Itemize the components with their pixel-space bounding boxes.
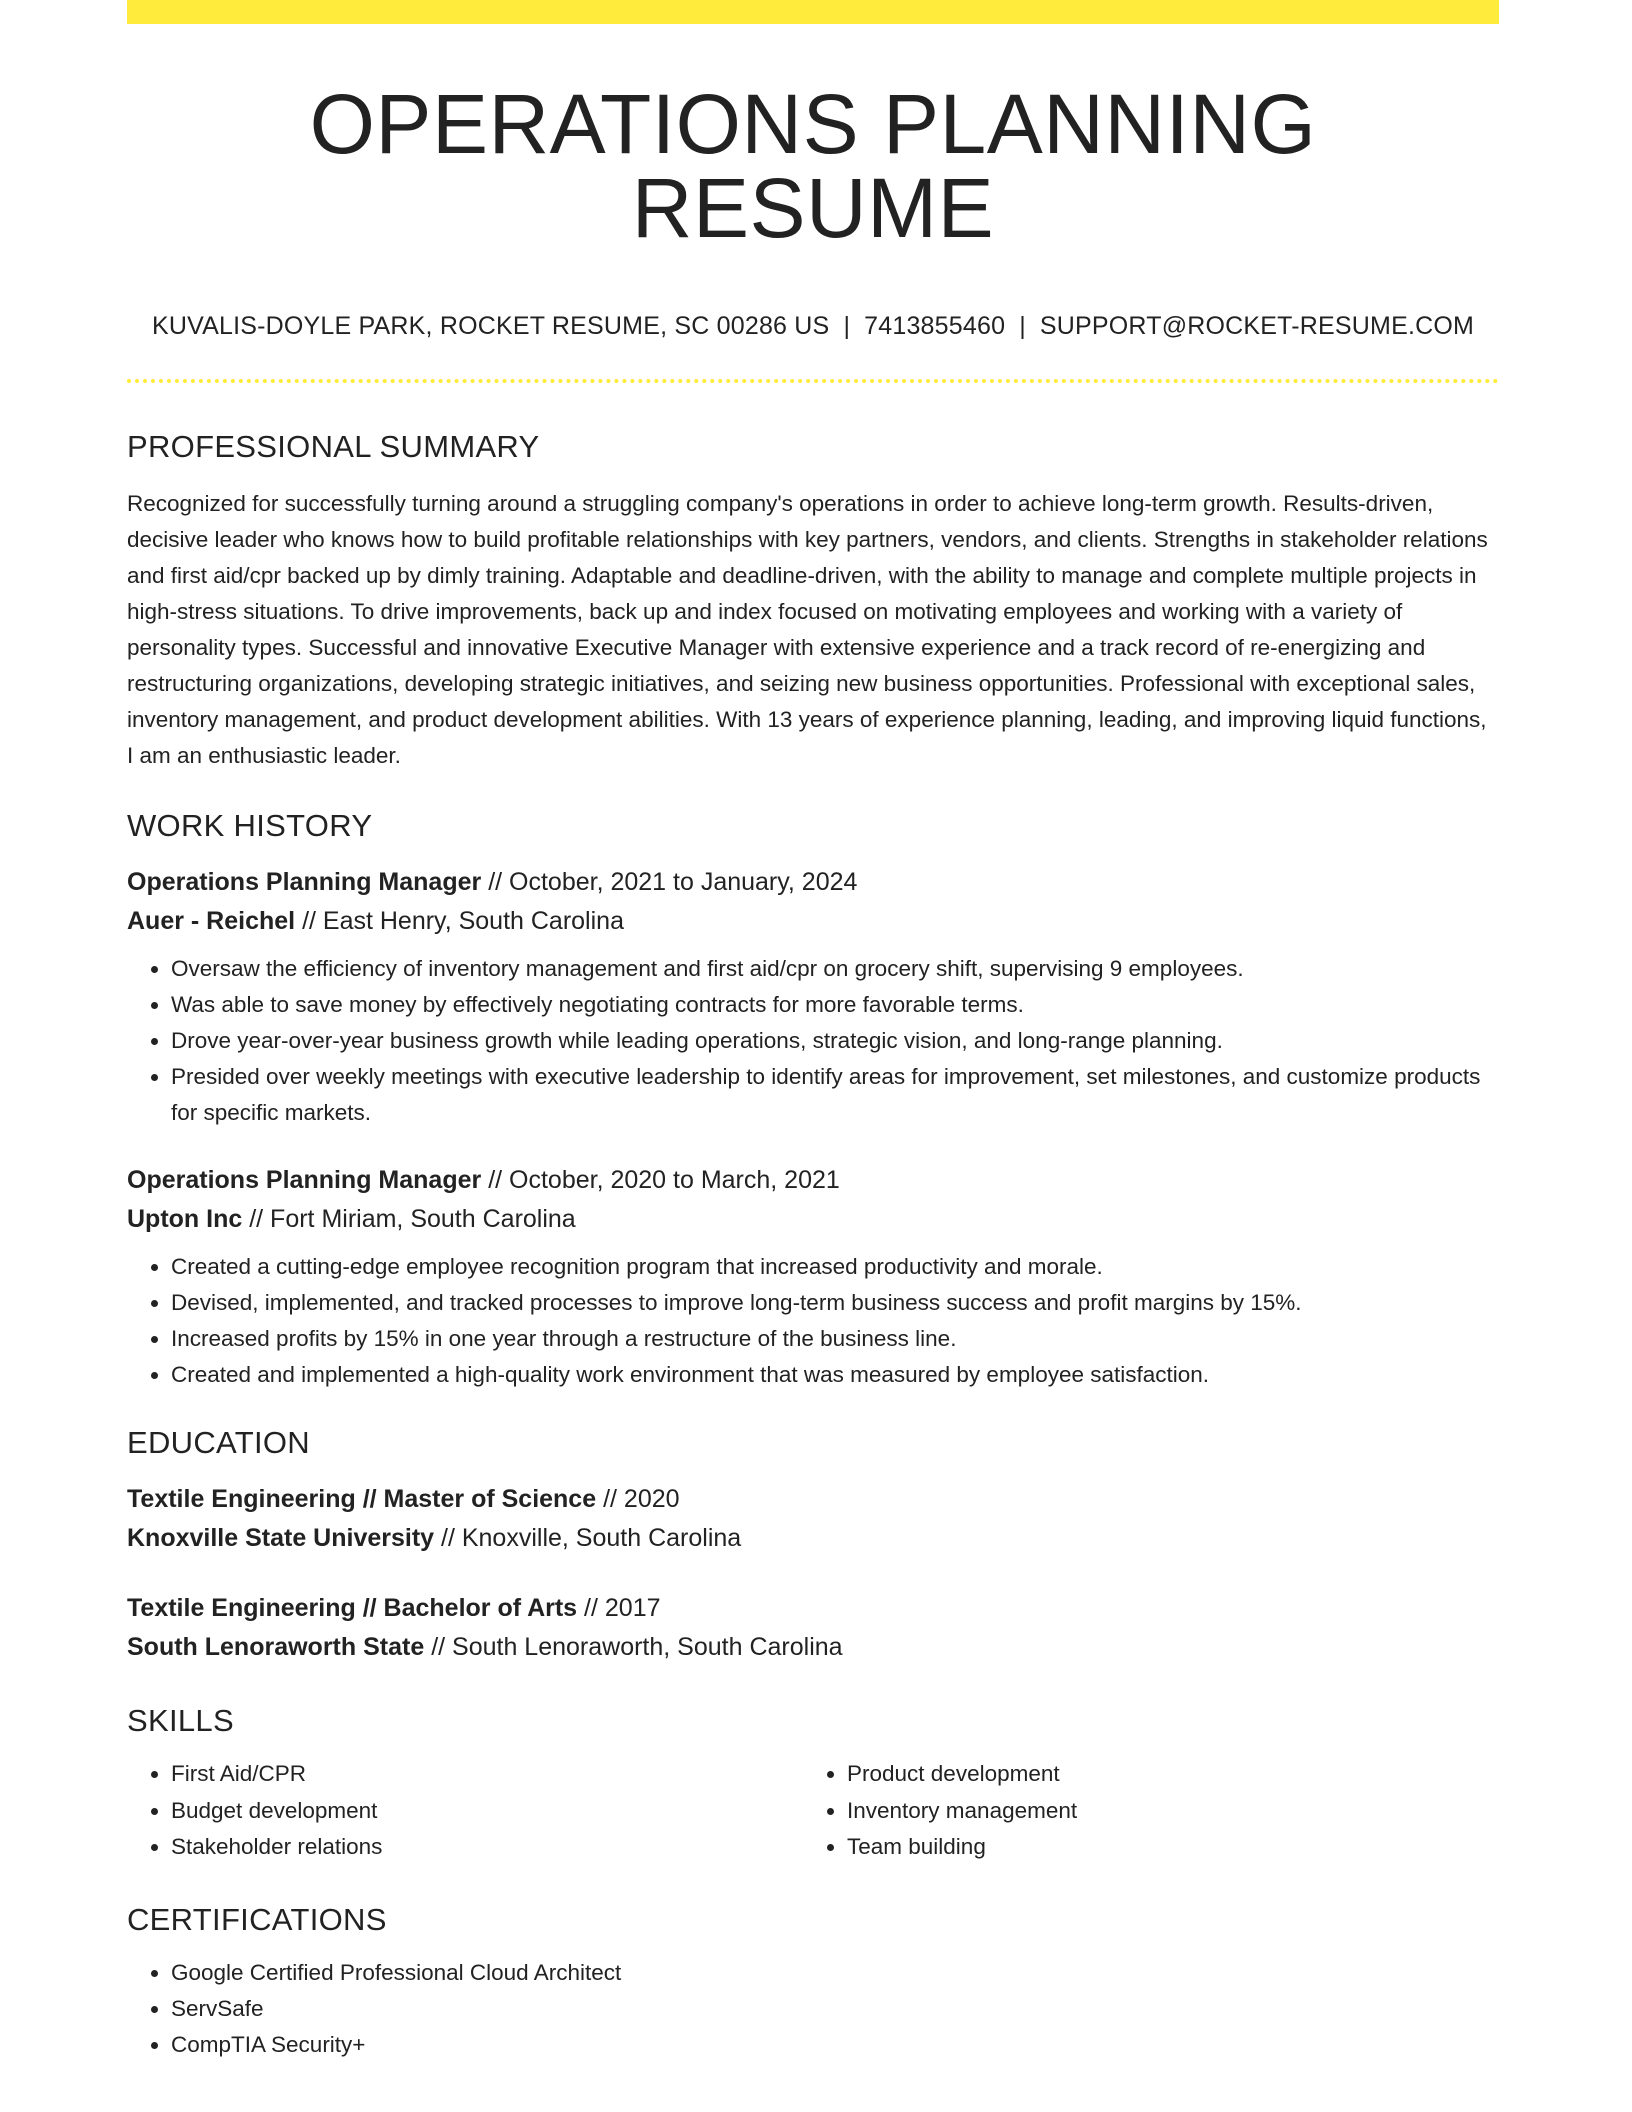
list-item: • Product development (847, 1756, 1479, 1793)
education-year: // 2017 (584, 1594, 661, 1622)
skills-grid (127, 1756, 1499, 1866)
education-school: Knoxville State University (127, 1524, 435, 1552)
skills-column-left (127, 1756, 803, 1866)
contact-separator: | (1019, 312, 1026, 340)
contact-separator: | (843, 312, 851, 340)
list-item: • Budget development (171, 1793, 803, 1830)
list-item: • ServSafe (171, 1991, 1499, 2027)
education-school-line (127, 1519, 1499, 1558)
list-item: • First Aid/CPR (171, 1756, 803, 1793)
education-degree-line (127, 1589, 1499, 1628)
list-item: • Drove year-over-year business growth while leading operations, strategic vision, and long-range planning. (171, 1023, 1499, 1059)
list-item: • Oversaw the efficiency of inventory management and first aid/cpr on grocery shift, supervising 9 employees. (171, 951, 1499, 987)
list-item: • Stakeholder relations (171, 1829, 803, 1866)
job-bullets (127, 1249, 1499, 1393)
list-item: • Created a cutting-edge employee recognition program that increased productivity and morale. (171, 1249, 1499, 1285)
resume-title: OPERATIONS PLANNING RESUME (309, 77, 1317, 255)
list-item: • Increased profits by 15% in one year through a restructure of the business line. (171, 1321, 1499, 1357)
skills-column-right (803, 1756, 1479, 1866)
job-title-line (127, 863, 1499, 902)
education-degree-line (127, 1480, 1499, 1519)
contact-email: SUPPORT@ROCKET-RESUME.COM (1039, 312, 1475, 340)
education-entry (127, 1480, 1499, 1558)
education-school: South Lenoraworth State (127, 1633, 425, 1661)
list-item: • Team building (847, 1829, 1479, 1866)
list-item: • Presided over weekly meetings with executive leadership to identify areas for improvement, set milestones, and customize products for specific markets. (171, 1059, 1499, 1131)
resume-page (127, 0, 1499, 2063)
job-location: // East Henry, South Carolina (302, 907, 624, 935)
education-location: // Knoxville, South Carolina (441, 1524, 742, 1552)
education-school-line (127, 1628, 1499, 1667)
job-company-line (127, 902, 1499, 941)
job-title: Operations Planning Manager (127, 1166, 482, 1194)
list-item: • Was able to save money by effectively negotiating contracts for more favorable terms. (171, 987, 1499, 1023)
job-entry (127, 1161, 1499, 1393)
dotted-divider (127, 379, 1499, 383)
contact-phone: 7413855460 (864, 312, 1006, 340)
job-company: Upton Inc (127, 1205, 243, 1233)
job-location: // Fort Miriam, South Carolina (249, 1205, 576, 1233)
education-entry (127, 1589, 1499, 1667)
contact-address: KUVALIS-DOYLE PARK, ROCKET RESUME, SC 00286 US (151, 312, 830, 340)
job-dates: // October, 2020 to March, 2021 (488, 1166, 840, 1194)
list-item: • Created and implemented a high-quality work environment that was measured by employee satisfaction. (171, 1357, 1499, 1393)
work-history-heading: WORK HISTORY (127, 808, 373, 843)
job-title-line (127, 1161, 1499, 1200)
job-entry (127, 863, 1499, 1131)
list-item: • Inventory management (847, 1793, 1479, 1830)
education-degree: Textile Engineering // Master of Science (127, 1485, 597, 1513)
job-dates: // October, 2021 to January, 2024 (488, 868, 858, 896)
list-item: • CompTIA Security+ (171, 2027, 1499, 2063)
summary-heading: PROFESSIONAL SUMMARY (127, 429, 540, 464)
job-title: Operations Planning Manager (127, 868, 482, 896)
skills-heading: SKILLS (127, 1703, 234, 1738)
summary-text: Recognized for successfully turning around a struggling company's operations in order to achieve long-term growth. Results-driven, decisive leader who knows how to build profitable relationships with key partners, vendors, and clients. Strengths in stakeholder relations and first aid/cpr backed up by dimly training. Adaptable and deadline-driven, with the ability to manage and complete multiple projects in high-stress situations. To drive improvements, back up and index focused on motivating employees and working with a variety of personality types. Successful and innovative Executive Manager with extensive experience and a track record of re-energizing and restructuring organizations, developing strategic initiatives, and seizing new business opportunities. Professional with exceptional sales, inventory management, and product development abilities. With 13 years of experience planning, leading, and improving liquid functions, I am an enthusiastic leader. (127, 491, 1488, 768)
education-heading: EDUCATION (127, 1425, 310, 1460)
education-degree: Textile Engineering // Bachelor of Arts (127, 1594, 578, 1622)
certifications-heading: CERTIFICATIONS (127, 1901, 387, 1937)
list-item: • Google Certified Professional Cloud Architect (171, 1955, 1499, 1991)
contact-line (127, 312, 1499, 341)
certifications-list (127, 1955, 1499, 2063)
job-bullets (127, 951, 1499, 1131)
job-company: Auer - Reichel (127, 907, 296, 935)
education-year: // 2020 (603, 1485, 680, 1513)
top-accent-bar (127, 0, 1499, 24)
list-item: • Devised, implemented, and tracked processes to improve long-term business success and profit margins by 15%. (171, 1285, 1499, 1321)
job-company-line (127, 1200, 1499, 1239)
education-location: // South Lenoraworth, South Carolina (431, 1633, 843, 1661)
